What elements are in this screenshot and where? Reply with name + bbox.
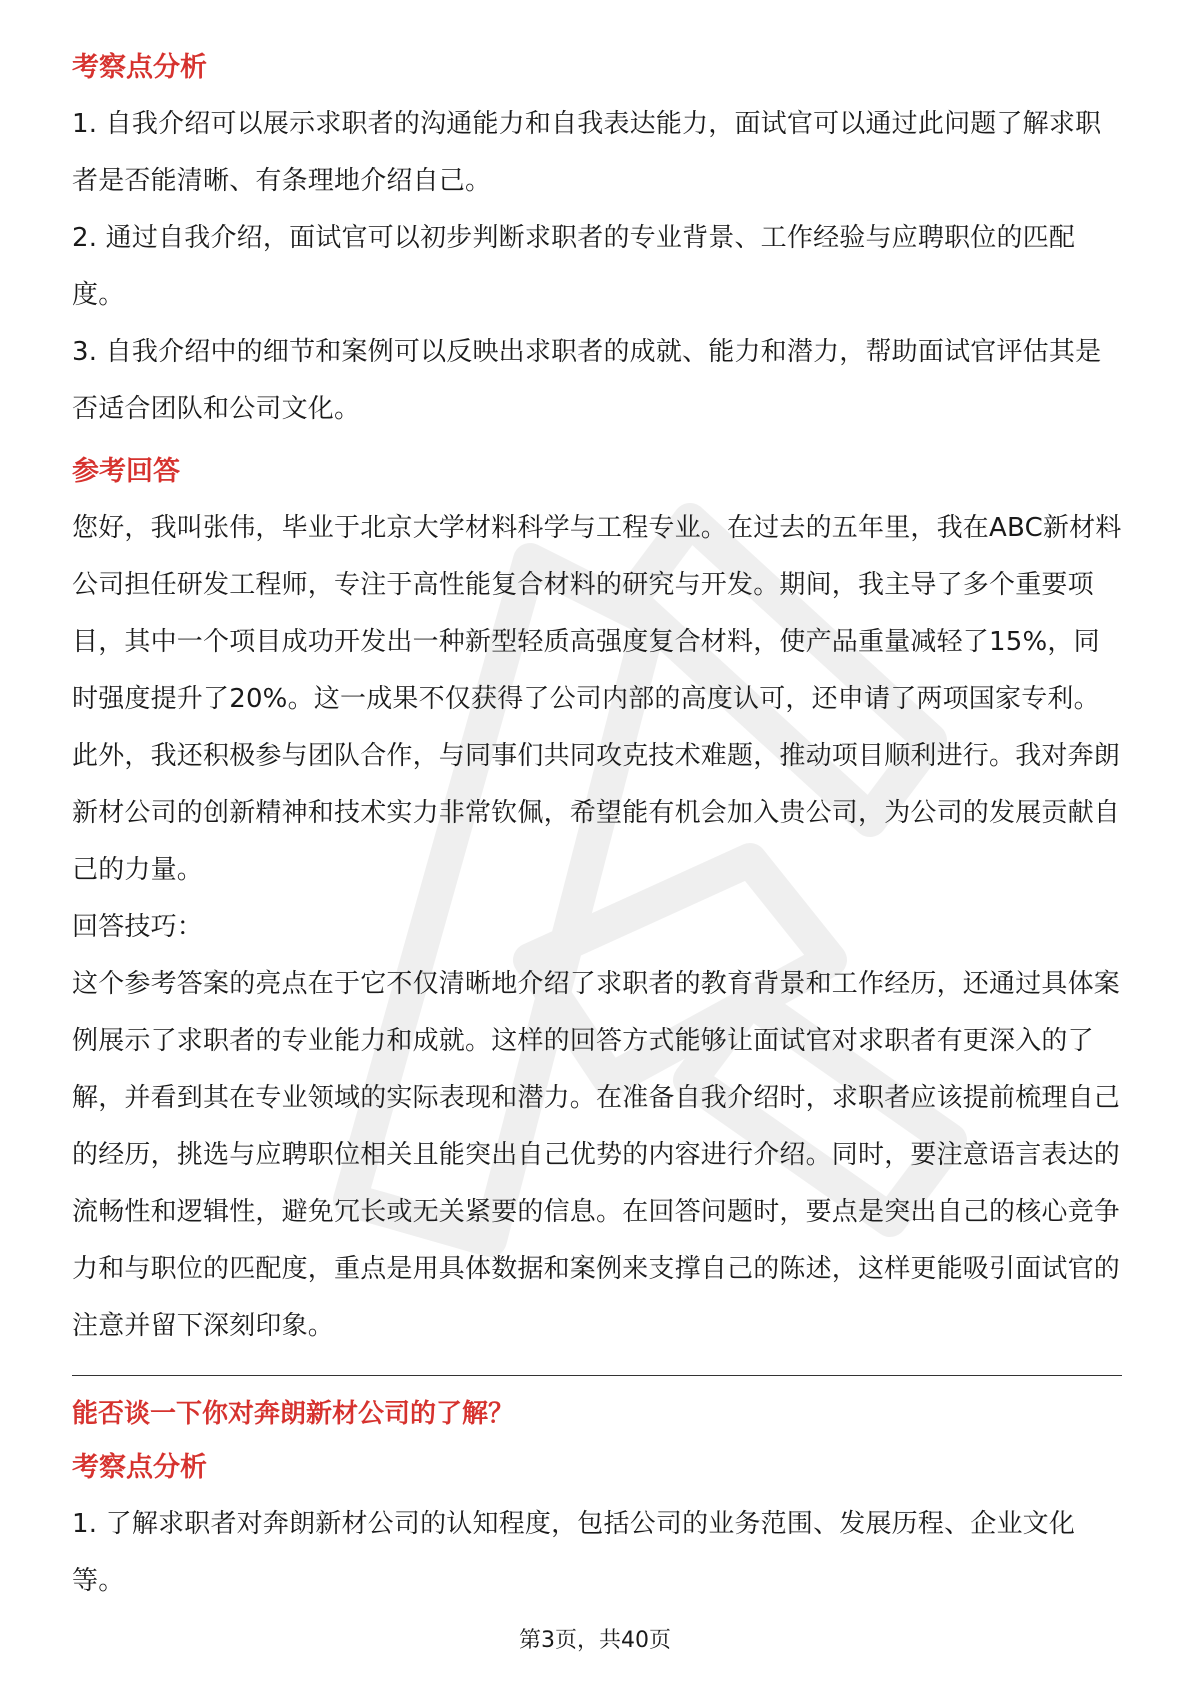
- main-content: [72, 48, 1122, 1610]
- tips-text: 这个参考答案的亮点在于它不仅清晰地介绍了求职者的教育背景和工作经历，还通过具体案例展示了求职者的专业能力和成就。这样的回答方式能够让面试官对求职者有更深入的了解，并看到其在专业领域的实际表现和潜力。在准备自我介绍时，求职者应该提前梳理自己的经历，挑选与应聘职位相关且能突出自己优势的内容进行介绍。同时，要注意语言表达的流畅性和逻辑性，避免冗长或无关紧要的信息。在回答问题时，要点是突出自己的核心竞争力和与职位的匹配度，重点是用具体数据和案例来支撑自己的陈述，这样更能吸引面试官的注意并留下深刻印象。: [72, 969, 1121, 1341]
- answer-heading: 参考回答: [72, 456, 180, 487]
- analysis-item-2: 1. 了解求职者对奔朗新材公司的认知程度，包括公司的业务范围、发展历程、企业文化等。: [72, 1509, 1076, 1596]
- analysis-item: 1. 自我介绍可以展示求职者的沟通能力和自我表达能力，面试官可以通过此问题了解求职者是否能清晰、有条理地介绍自己。: [72, 109, 1102, 196]
- analysis-heading: 考察点分析: [72, 52, 207, 83]
- analysis-heading-2: 考察点分析: [72, 1452, 207, 1483]
- section-divider: [72, 1375, 1122, 1376]
- page-number: 第3页，共40页: [519, 1628, 671, 1653]
- analysis-item: 3. 自我介绍中的细节和案例可以反映出求职者的成就、能力和潜力，帮助面试官评估其是否适合团队和公司文化。: [72, 337, 1102, 424]
- tips-label: 回答技巧：: [72, 912, 204, 942]
- answer-text: 您好，我叫张伟，毕业于北京大学材料科学与工程专业。在过去的五年里，我在ABC新材料公司担任研发工程师，专注于高性能复合材料的研究与开发。期间，我主导了多个重要项目，其中一个项目成功开发出一种新型轻质高强度复合材料，使产品重量减轻了15%，同时强度提升了20%。这一成果不仅获得了公司内部的高度认可，还申请了两项国家专利。此外，我还积极参与团队合作，与同事们共同攻克技术难题，推动项目顺利进行。我对奔朗新材公司的创新精神和技术实力非常钦佩，希望能有机会加入贵公司，为公司的发展贡献自己的力量。: [72, 513, 1122, 885]
- analysis-item: 2. 通过自我介绍，面试官可以初步判断求职者的专业背景、工作经验与应聘职位的匹配度。: [72, 223, 1076, 310]
- question-heading: 能否谈一下你对奔朗新材公司的了解？: [72, 1399, 515, 1429]
